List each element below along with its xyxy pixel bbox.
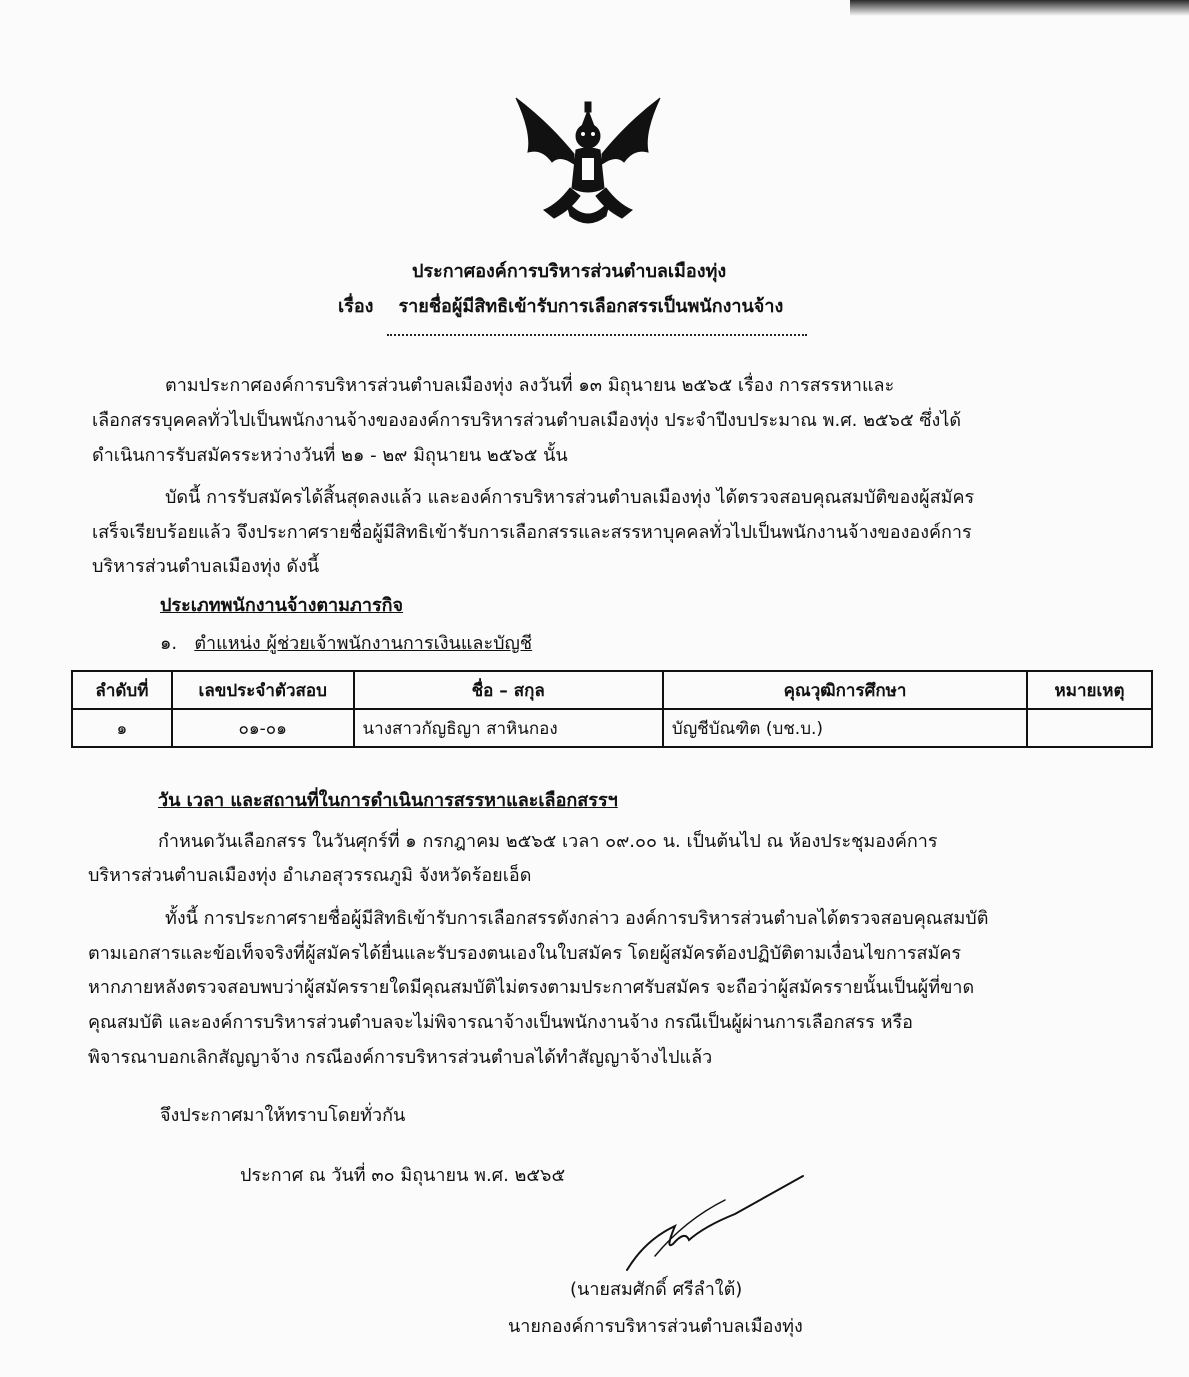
col-header-qualification: คุณวุฒิการศึกษา xyxy=(663,671,1027,709)
conditions-line-4: คุณสมบัติ และองค์การบริหารส่วนตำบลจะไม่พิจารณาจ้างเป็นพนักงานจ้าง กรณีเป็นผู้ผ่านการเลือกสรร หรือ xyxy=(88,1012,913,1033)
document-subject xyxy=(338,291,783,320)
announcement-date: ประกาศ ณ วันที่ ๓๐ มิถุนายน พ.ศ. ๒๕๖๕ xyxy=(240,1165,566,1186)
candidate-table xyxy=(71,670,1153,748)
intro-line-4: บัดนี้ การรับสมัครได้สิ้นสุดลงแล้ว และองค์การบริหารส่วนตำบลเมืองทุ่ง ได้ตรวจสอบคุณสมบัติของผู้สมัคร xyxy=(165,487,975,508)
conditions-line-5: พิจารณาบอกเลิกสัญญาจ้าง กรณีองค์การบริหารส่วนตำบลได้ทำสัญญาจ้างไปแล้ว xyxy=(88,1047,713,1068)
col-header-name: ชื่อ – สกุล xyxy=(354,671,663,709)
conditions-line-3: หากภายหลังตรวจสอบพบว่าผู้สมัครรายใดมีคุณสมบัติไม่ตรงตามประกาศรับสมัคร จะถือว่าผู้สมัครรายนั้นเป็นผู้ที่ขาด xyxy=(88,977,975,998)
cell-exam-id: ๐๑-๐๑ xyxy=(172,709,354,747)
intro-line-1: ตามประกาศองค์การบริหารส่วนตำบลเมืองทุ่ง ลงวันที่ ๑๓ มิถุนายน ๒๕๖๕ เรื่อง การสรรหาและ xyxy=(165,375,895,396)
signature-icon xyxy=(615,1160,815,1280)
intro-line-6: บริหารส่วนตำบลเมืองทุ่ง ดังนี้ xyxy=(92,556,320,577)
closing-notice: จึงประกาศมาให้ทราบโดยทั่วกัน xyxy=(160,1105,406,1126)
subject-text: รายชื่อผู้มีสิทธิเข้ารับการเลือกสรรเป็นพนักงานจ้าง xyxy=(398,296,784,317)
cell-name: นางสาวกัญธิญา สาหินกอง xyxy=(354,709,663,747)
conditions-line-1: ทั้งนี้ การประกาศรายชื่อผู้มีสิทธิเข้ารับการเลือกสรรดังกล่าว องค์การบริหารส่วนตำบลได้ตรวจสอบคุณสมบัติ xyxy=(165,908,989,929)
table-row xyxy=(72,709,1152,747)
position-label: ตำแหน่ง ผู้ช่วยเจ้าพนักงานการเงินและบัญชี xyxy=(194,633,533,654)
cell-remark xyxy=(1027,709,1152,747)
intro-line-2: เลือกสรรบุคคลทั่วไปเป็นพนักงานจ้างขององค์การบริหารส่วนตำบลเมืองทุ่ง ประจำปีงบประมาณ พ.ศ. ๒๕๖๕ ซึ่งได้ xyxy=(92,410,962,431)
schedule-heading: วัน เวลา และสถานที่ในการดำเนินการสรรหาและเลือกสรรฯ xyxy=(158,790,618,811)
table-header-row xyxy=(72,671,1152,709)
col-header-remark: หมายเหตุ xyxy=(1027,671,1152,709)
conditions-line-2: ตามเอกสารและข้อเท็จจริงที่ผู้สมัครได้ยื่นและรับรองตนเองในใบสมัคร โดยผู้สมัครต้องปฏิบัติตามเงื่อนไขการสมัคร xyxy=(88,943,962,964)
signatory-title: นายกองค์การบริหารส่วนตำบลเมืองทุ่ง xyxy=(508,1316,803,1337)
scan-edge-shadow xyxy=(850,0,1189,16)
position-line xyxy=(160,628,532,657)
signatory-name: (นายสมศักดิ์ ศรีลำใต้) xyxy=(570,1279,743,1300)
schedule-line-1: กำหนดวันเลือกสรร ในวันศุกร์ที่ ๑ กรกฎาคม ๒๕๖๕ เวลา ๐๙.๐๐ น. เป็นต้นไป ณ ห้องประชุมองค์การ xyxy=(158,831,938,852)
schedule-line-2: บริหารส่วนตำบลเมืองทุ่ง อำเภอสุวรรณภูมิ จังหวัดร้อยเอ็ด xyxy=(88,865,532,886)
col-header-exam-id: เลขประจำตัวสอบ xyxy=(172,671,354,709)
category-heading: ประเภทพนักงานจ้างตามภารกิจ xyxy=(160,595,404,616)
subject-label: เรื่อง xyxy=(338,296,374,317)
col-header-order: ลำดับที่ xyxy=(72,671,172,709)
title-divider xyxy=(387,334,807,336)
cell-qualification: บัญชีบัณฑิต (บช.บ.) xyxy=(663,709,1027,747)
garuda-emblem-icon xyxy=(508,92,668,232)
document-title: ประกาศองค์การบริหารส่วนตำบลเมืองทุ่ง xyxy=(412,261,727,282)
position-number: ๑. xyxy=(160,633,178,654)
intro-line-3: ดำเนินการรับสมัครระหว่างวันที่ ๒๑ - ๒๙ มิถุนายน ๒๕๖๕ นั้น xyxy=(92,445,568,466)
intro-line-5: เสร็จเรียบร้อยแล้ว จึงประกาศรายชื่อผู้มีสิทธิเข้ารับการเลือกสรรและสรรหาบุคคลทั่วไปเป็นพนักงานจ้างขององค์การ xyxy=(92,522,972,543)
cell-order: ๑ xyxy=(72,709,172,747)
